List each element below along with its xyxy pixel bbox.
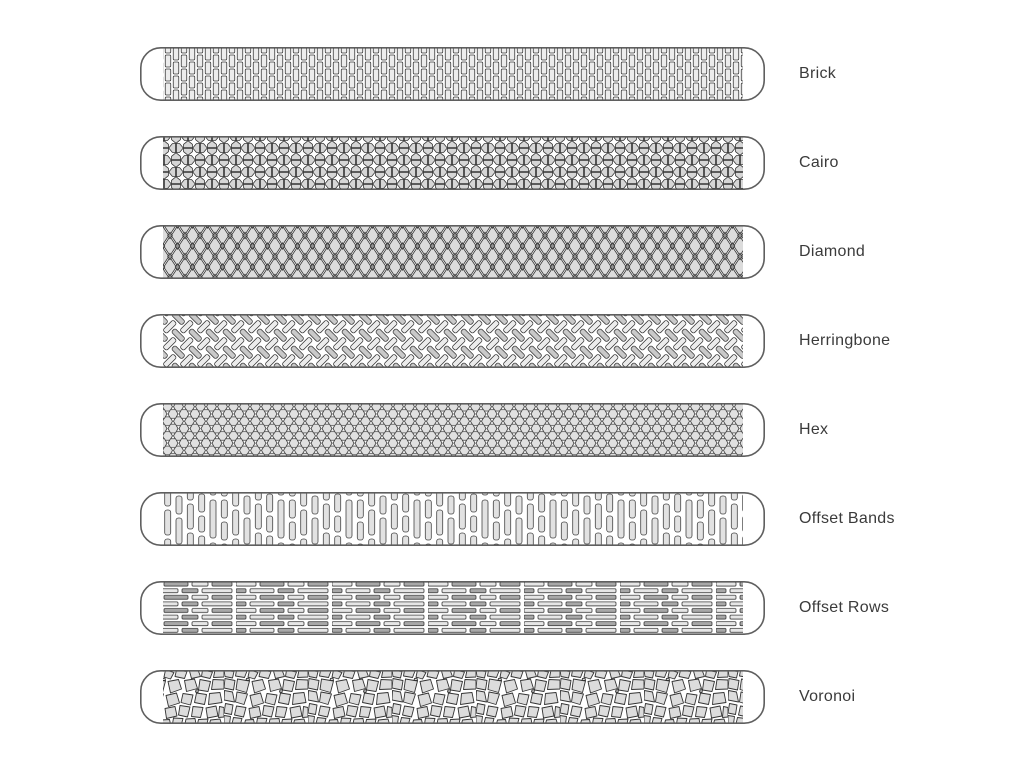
pattern-swatch-herringbone [140, 314, 765, 368]
pattern-row-offset-bands [140, 492, 1024, 546]
pattern-label-offset-rows: Offset Rows [799, 599, 890, 616]
pattern-swatch-diamond [140, 225, 765, 279]
pattern-swatch-cairo [140, 136, 765, 190]
pattern-swatch-offset-rows [140, 581, 765, 635]
pattern-swatch-hex [140, 403, 765, 457]
pattern-row-cairo [140, 136, 1024, 190]
pattern-label-voronoi: Voronoi [799, 688, 856, 705]
pattern-label-offset-bands: Offset Bands [799, 510, 895, 527]
pattern-swatch-brick [140, 47, 765, 101]
pattern-row-diamond [140, 225, 1024, 279]
pattern-label-brick: Brick [799, 65, 837, 82]
pattern-row-herringbone [140, 314, 1024, 368]
pattern-row-voronoi [140, 670, 1024, 724]
pattern-label-diamond: Diamond [799, 243, 866, 260]
pattern-swatch-offset-bands [140, 492, 765, 546]
pattern-label-hex: Hex [799, 421, 829, 438]
pattern-swatch-voronoi [140, 670, 765, 724]
pattern-row-offset-rows [140, 581, 1024, 635]
pattern-label-herringbone: Herringbone [799, 332, 891, 349]
pattern-label-cairo: Cairo [799, 154, 839, 171]
pattern-row-brick [140, 47, 1024, 101]
pattern-row-hex [140, 403, 1024, 457]
